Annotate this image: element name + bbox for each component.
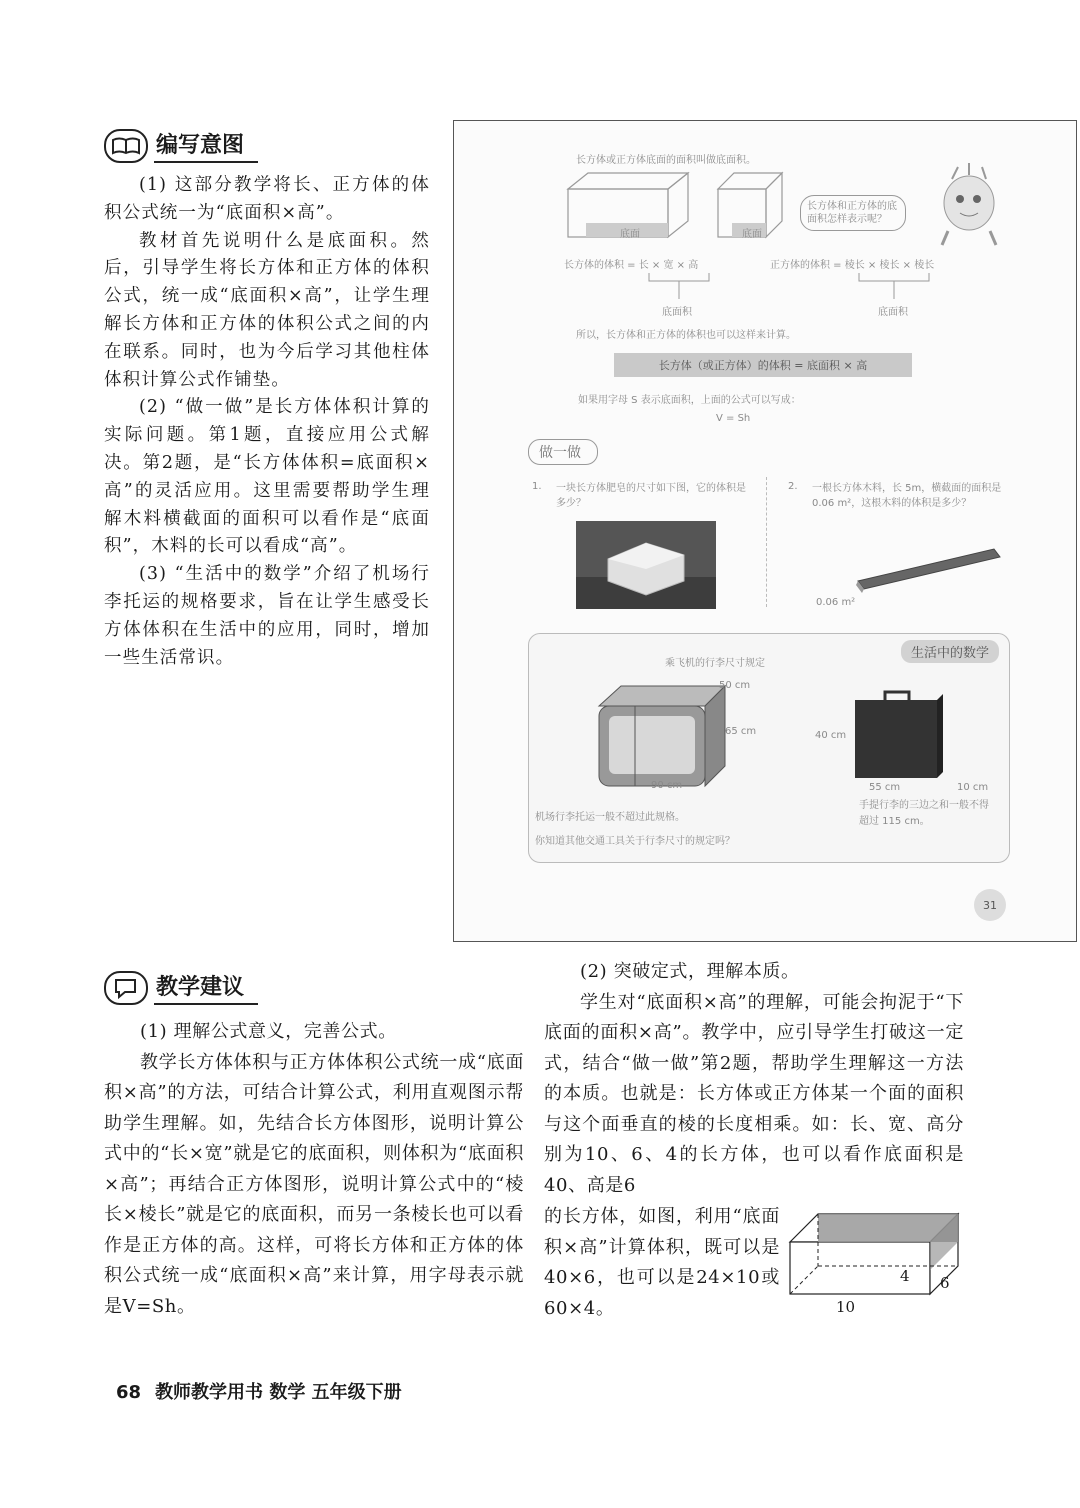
- dim-40: 40 cm: [815, 730, 847, 741]
- chat-icon: [104, 971, 148, 1005]
- q1-text: 一块长方体肥皂的尺寸如下图，它的体积是多少？: [556, 483, 746, 509]
- so-line: 所以，长方体和正方体的体积也可以这样来计算。: [576, 330, 796, 341]
- life-math-label: 生活中的数学: [901, 640, 999, 663]
- section-heading-writing-intent: [104, 128, 258, 163]
- cuboid-dim-10: 10: [836, 1298, 856, 1316]
- speech-bubble: 长方体和正方体的底面积怎样表示呢？: [800, 195, 906, 231]
- dim-10: 10 cm: [957, 782, 989, 793]
- advice-subheading-1: (1) 理解公式意义，完善公式。: [140, 1021, 397, 1042]
- try-it-label: 做一做: [528, 439, 598, 465]
- cuboid-dim-6: 6: [940, 1274, 950, 1292]
- letter-line: 如果用字母 S 表示底面积，上面的公式可以写成：: [578, 395, 801, 406]
- intent-paragraph-1: (1) 这部分教学将长、正方体的体积公式统一为“底面积×高”。: [104, 175, 430, 223]
- intent-paragraph-4: (3) “生活中的数学”介绍了机场行李托运的规格要求，旨在让学生感受长方体体积在生活中的应用，同时，增加一些生活常识。: [104, 564, 430, 668]
- life-math-box: [528, 633, 1010, 863]
- intent-paragraph-3: (2) “做一做”是长方体体积计算的实际问题。第1题，直接应用公式解决。第2题，是“长方体体积=底面积×高”的灵活应用。这里需要帮助学生理解木料横截面的面积可以看作是“底面积”，木料的长可以看成“高”。: [104, 397, 430, 557]
- wood-plank-image: [854, 545, 1004, 595]
- advice-subheading-2: (2) 突破定式，理解本质。: [580, 961, 800, 982]
- briefcase-image: [851, 688, 943, 782]
- book-title: 教师教学用书 数学 五年级下册: [155, 1382, 402, 1403]
- dim-50: 50 cm: [719, 680, 751, 691]
- section-title: 编写意图: [154, 128, 258, 163]
- base-label-cube: 底面: [742, 229, 762, 240]
- soap-photo: [576, 521, 716, 609]
- base-area-definition: 长方体或正方体底面的面积叫做底面积。: [576, 155, 756, 166]
- section-title: 教学建议: [154, 970, 258, 1005]
- baggage-note-1: 机场行李托运一般不超过此规格。: [535, 812, 685, 823]
- textbook-page-panel: [453, 120, 1077, 942]
- formula-cuboid: 长方体的体积 = 长 × 宽 × 高: [564, 260, 699, 271]
- teaching-advice-left: [104, 1017, 524, 1322]
- writing-intent-body: [104, 172, 430, 672]
- q2-text: 一根长方体木料，长 5m，横截面的面积是 0.06 m²，这根木料的体积是多少？: [812, 483, 1002, 509]
- dim-90: 90 cm: [651, 780, 683, 791]
- carry-on-note: 手提行李的三边之和一般不得超过 115 cm。: [859, 800, 989, 827]
- vsh-formula: V = Sh: [716, 413, 751, 424]
- mascot-icon: [932, 161, 1006, 247]
- base-label-cuboid: 底面: [620, 229, 640, 240]
- baggage-note-2: 你知道其他交通工具关于行李尺寸的规定吗？: [535, 836, 735, 847]
- advice-paragraph-2: 学生对“底面积×高”的理解，可能会拘泥于“下底面的面积×高”。教学中，应引导学生打破这一定式，结合“做一做”第2题，帮助学生理解这一方法的本质。也就是：长方体或正方体某一个面的面积与这个面垂直的棱的长度相乘。如：长、宽、高分别为10、6、4的长方体，也可以看作底面积是40、高是6: [544, 991, 964, 1196]
- baggage-title: 乘飞机的行李尺寸规定: [665, 658, 765, 669]
- book-icon: [104, 129, 148, 163]
- question-divider: [766, 477, 767, 607]
- base-area-label-1: 底面积: [662, 307, 692, 318]
- dim-65: 65 cm: [725, 726, 757, 737]
- formula-brackets: [639, 271, 959, 303]
- page-number: 68: [116, 1382, 142, 1403]
- base-area-label-2: 底面积: [878, 307, 908, 318]
- cuboid-dim-4: 4: [900, 1267, 910, 1285]
- cuboid-and-cube-figures: [566, 171, 806, 241]
- section-heading-teaching-advice: [104, 970, 258, 1005]
- formula-cube: 正方体的体积 = 棱长 × 棱长 × 棱长: [770, 260, 935, 271]
- textbook-page-number: 31: [974, 889, 1006, 921]
- dim-55: 55 cm: [869, 782, 901, 793]
- page-footer: [116, 1378, 402, 1404]
- advice-paragraph-2-tail: 的长方体，如图，利用“底面积×高”计算体积，既可以是40×6，也可以是24×10或60×4。: [544, 1206, 780, 1319]
- intent-paragraph-2: 教材首先说明什么是底面积。然后，引导学生将长方体和正方体的体积公式，统一成“底面积×高”，让学生理解长方体和正方体的体积公式之间的内在联系。同时，也为今后学习其他柱体体积计算公式作铺垫。: [104, 230, 430, 390]
- q2-number: 2.: [788, 481, 798, 492]
- unified-formula-box: 长方体（或正方体）的体积 = 底面积 × 高: [614, 353, 912, 377]
- wood-area-label: 0.06 m²: [816, 597, 856, 608]
- q1-number: 1.: [532, 481, 542, 492]
- advice-paragraph-1: 教学长方体体积与正方体体积公式统一成“底面积×高”的方法，可结合计算公式，利用直观图示帮助学生理解。如，先结合长方体图形，说明计算公式中的“长×宽”就是它的底面积，则体积为“底面积×高”；再结合正方体图形，说明计算公式中的“棱长×棱长”就是它的底面积，而另一条棱长也可以看作是正方体的高。这样，可将长方体和正方体的体积公式统一成“底面积×高”来计算，用字母表示就是V=Sh。: [104, 1051, 524, 1317]
- teaching-advice-right: [544, 957, 964, 1201]
